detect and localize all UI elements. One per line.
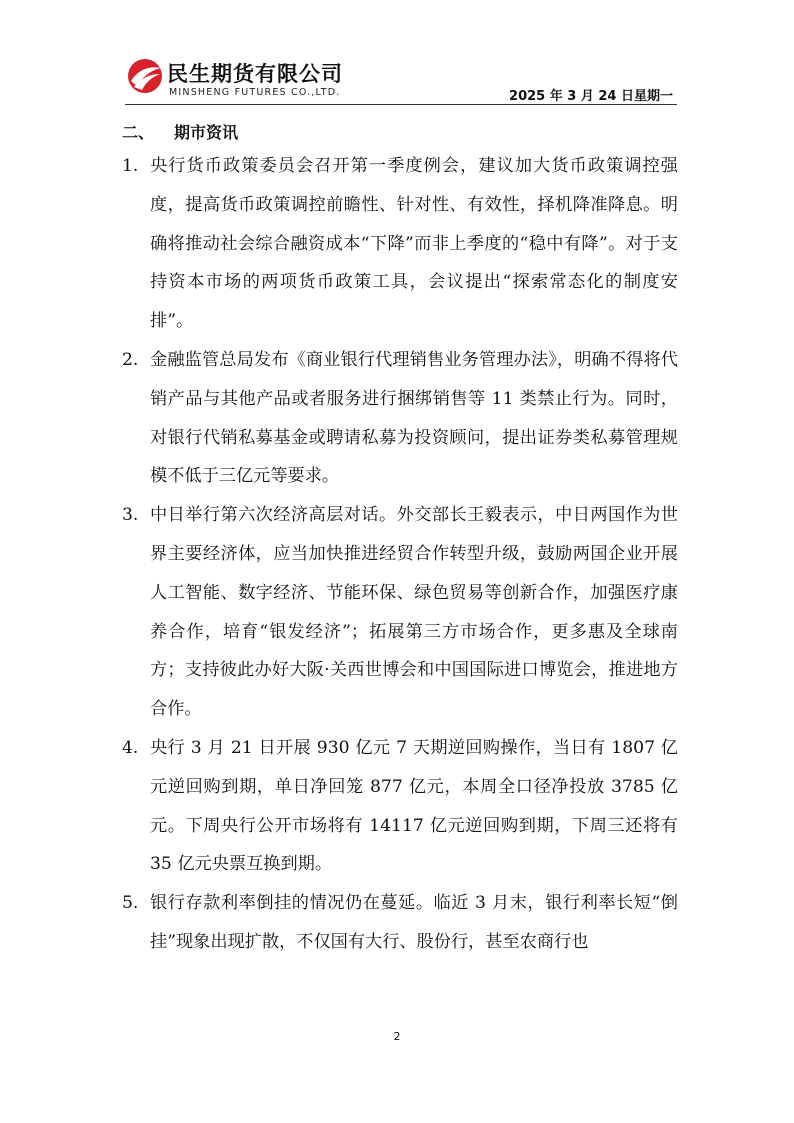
report-date: 2025 年 3 月 24 日星期一 — [509, 89, 673, 104]
news-list — [122, 147, 678, 962]
item-number: 3. — [122, 505, 139, 526]
item-number: 5. — [122, 893, 139, 914]
list-item — [122, 341, 678, 496]
section-heading — [122, 120, 238, 143]
header-divider — [125, 104, 677, 105]
page-number: 2 — [393, 1030, 401, 1043]
list-item — [122, 884, 678, 962]
item-text: 中日举行第六次经济高层对话。外交部长王毅表示，中日两国作为世界主要经济体，应当加快推进经贸合作转型升级，鼓励两国企业开展人工智能、数字经济、节能环保、绿色贸易等创新合作，加强医疗康养合作，培育“银发经济”；拓展第三方市场合作，更多惠及全球南方；支持彼此办好大阪·关西世博会和中国国际进口博览会，推进地方合作。 — [150, 505, 678, 720]
brand-name-cn: 民生期货有限公司 — [167, 62, 343, 86]
list-item — [122, 147, 678, 341]
item-number: 1. — [122, 156, 139, 176]
page-header — [125, 52, 675, 104]
item-text: 央行货币政策委员会召开第一季度例会，建议加大货币政策调控强度，提高货币政策调控前瞻性、针对性、有效性，择机降准降息。明确将推动社会综合融资成本“下降”而非上季度的“稳中有降”。对于支持资本市场的两项货币政策工具，会议提出“探索常态化的制度安排”。 — [150, 156, 678, 332]
list-item — [122, 496, 678, 729]
section-number: 二、 — [122, 123, 155, 142]
list-item — [122, 729, 678, 884]
minsheng-logo-icon — [125, 56, 165, 96]
brand-name-en: MINSHENG FUTURES CO.,LTD. — [169, 87, 341, 98]
item-number: 4. — [122, 737, 139, 758]
item-number: 2. — [122, 349, 139, 370]
item-text: 银行存款利率倒挂的情况仍在蔓延。临近 3 月末，银行利率长短“倒挂”现象出现扩散，不仅国有大行、股份行，甚至农商行也 — [150, 893, 678, 952]
item-text: 央行 3 月 21 日开展 930 亿元 7 天期逆回购操作，当日有 1807 亿元逆回购到期，单日净回笼 877 亿元，本周全口径净投放 3785 亿元。下周央行公开市场将有 14117 亿元逆回购到期，下周三还将有 35 亿元央票互换到期。 — [150, 737, 678, 875]
section-title: 期市资讯 — [174, 123, 239, 142]
item-text: 金融监管总局发布《商业银行代理销售业务管理办法》，明确不得将代销产品与其他产品或者服务进行捆绑销售等 11 类禁止行为。同时，对银行代销私募基金或聘请私募为投资顾问，提出证券类私募管理规模不低于三亿元等要求。 — [150, 349, 678, 487]
